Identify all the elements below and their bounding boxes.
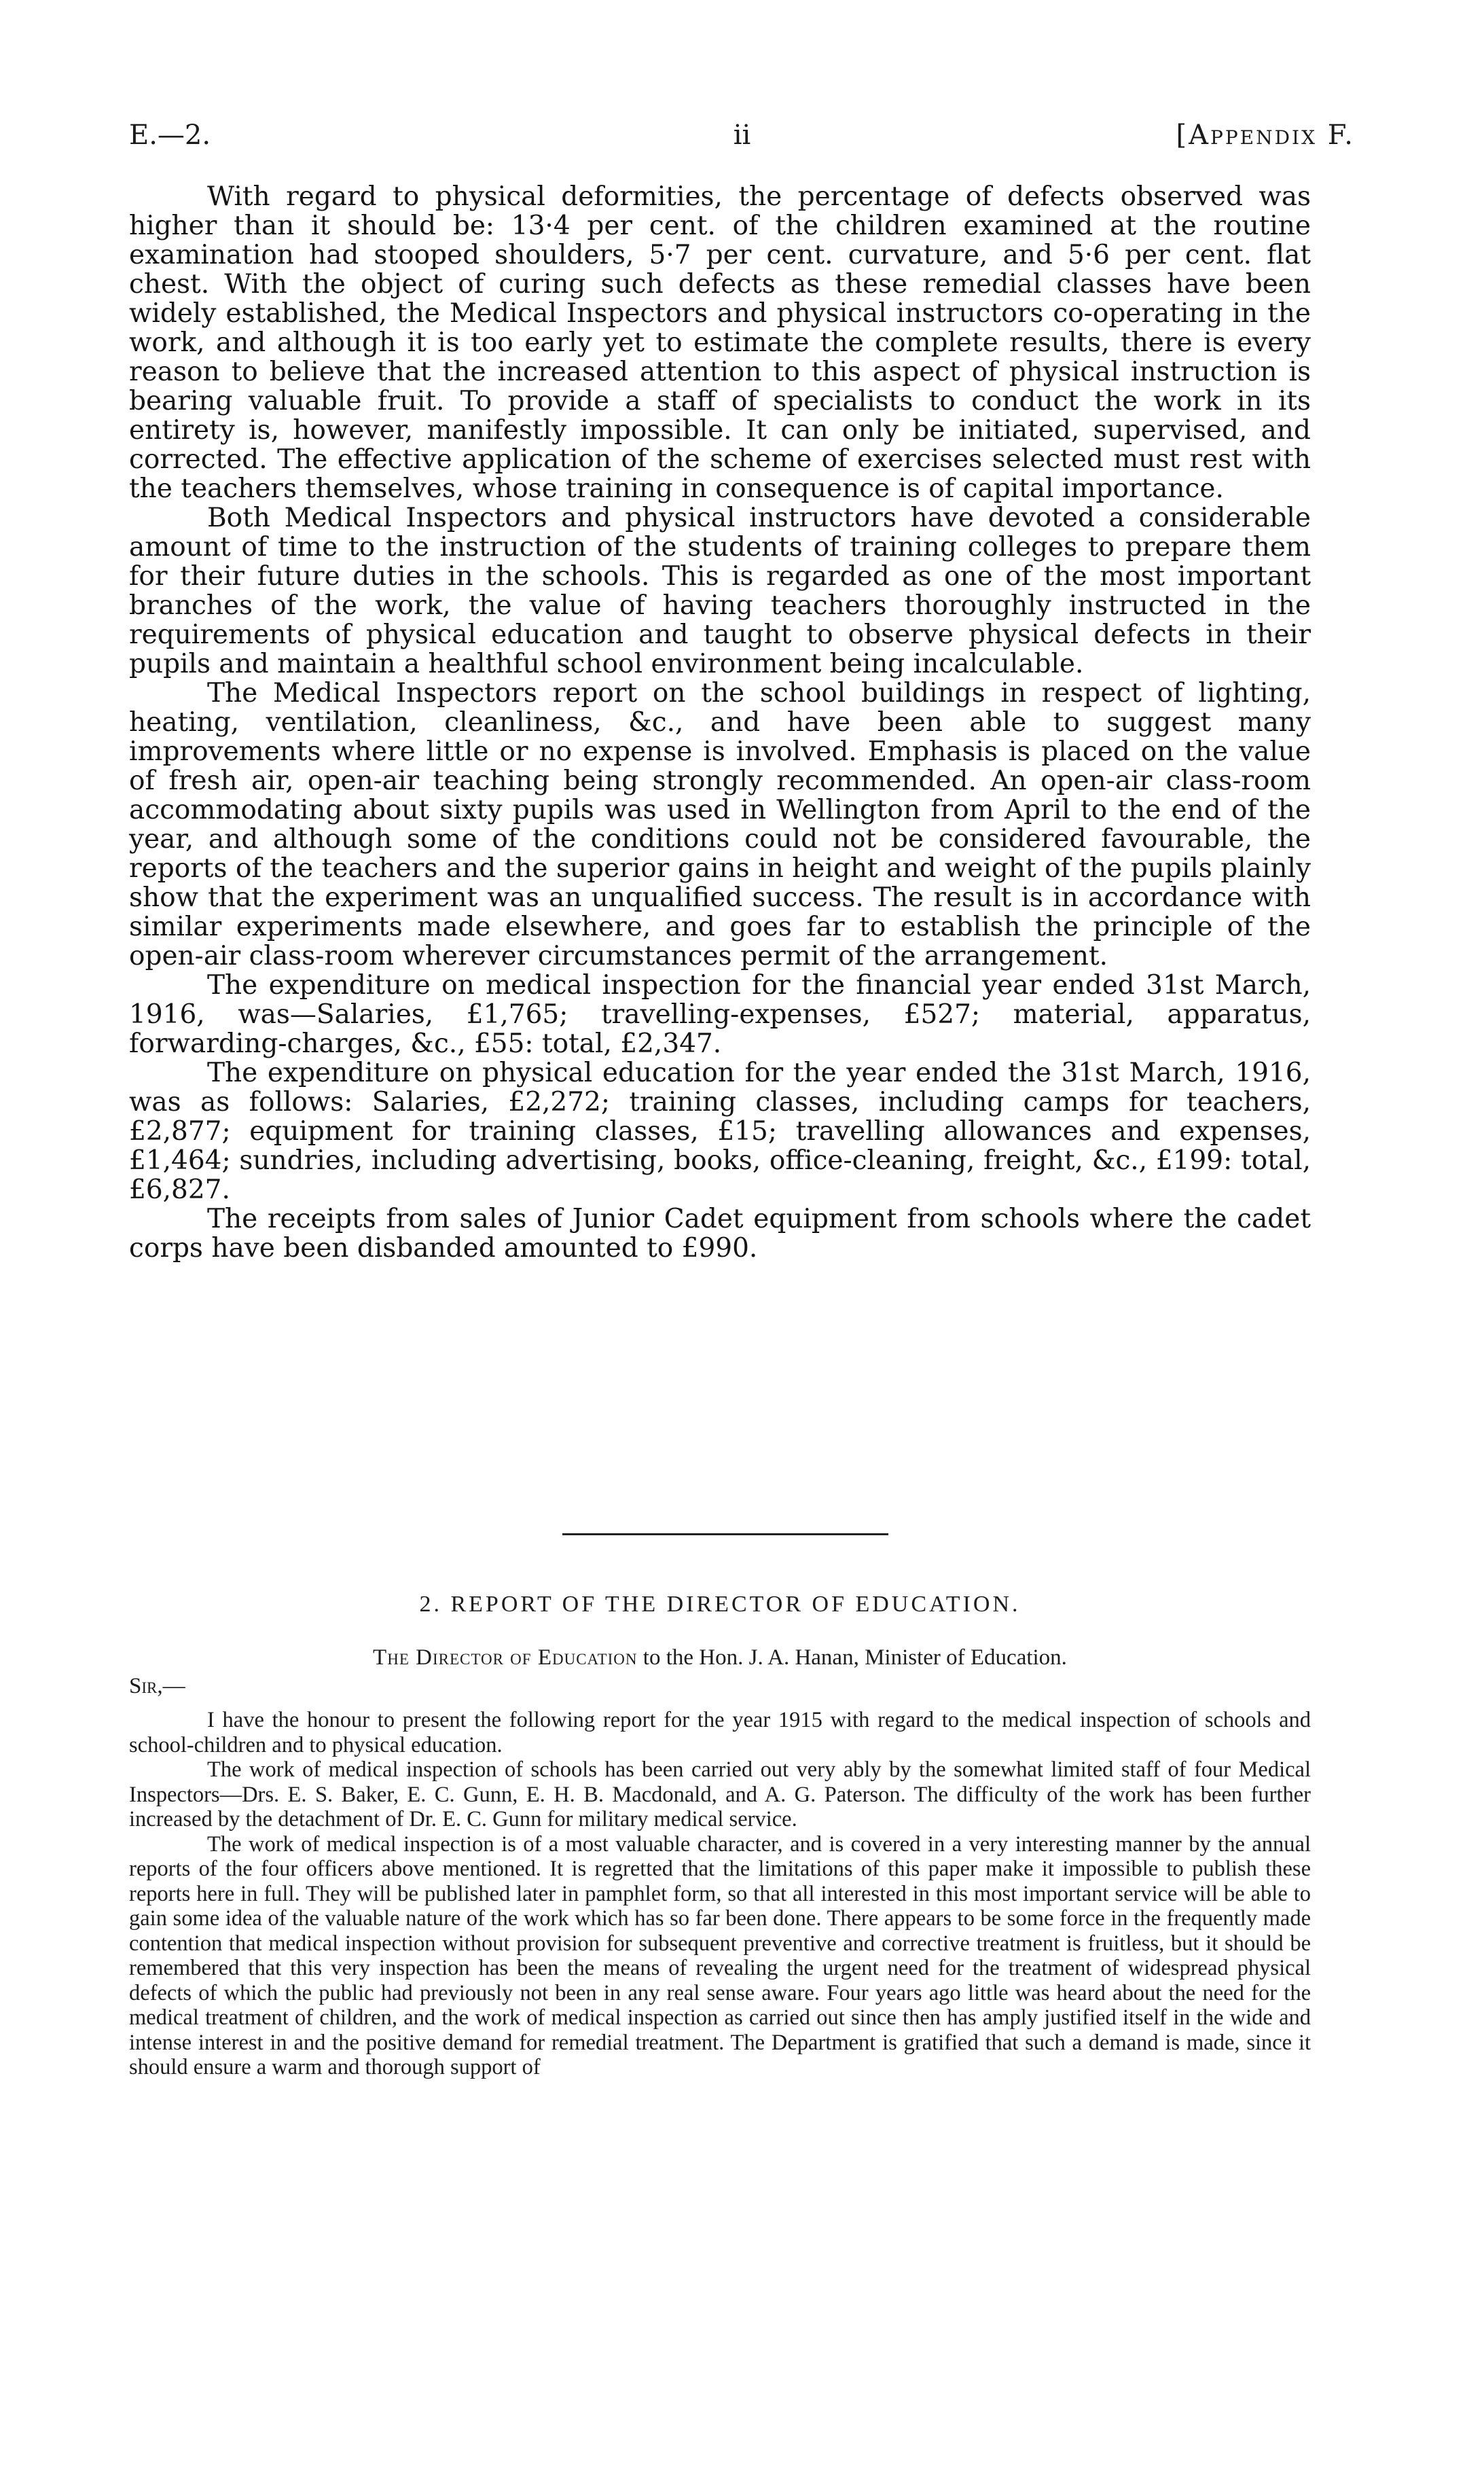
salutation: Sir,—	[129, 1674, 185, 1698]
header-appendix-label: [Appendix F.	[1176, 120, 1355, 151]
body-paragraph: The Medical Inspectors report on the school buildings in respect of lighting, heating, ventilation, cleanliness, &c., and have been able to suggest many improvements where little or no expense is involved. Emphasis is placed on the value of fresh air, open-air teaching being strongly recommended. An open-air class-room accommodating about sixty pupils was used in Wellington from April to the end of the year, and although some of the conditions could not be considered favourable, the reports of the teachers and the superior gains in height and weight of the pupils plainly show that the experiment was an unqualified success. The result is in accordance with similar experiments made elsewhere, and goes far to establish the principle of the open-air class-room wherever circumstances permit of the arrangement.	[129, 678, 1311, 971]
running-header	[129, 120, 1355, 160]
report-paragraph: The work of medical inspection is of a most valuable character, and is covered in a very interesting manner by the annual reports of the four officers above mentioned. It is regretted that the limitations of this paper make it impossible to publish these reports here in full. They will be published later in pamphlet form, so that all interested in this most important service will be able to gain some idea of the valuable nature of the work which has so far been done. There appears to be some force in the frequently made contention that medical inspection without provision for subsequent preventive and corrective treatment is fruitless, but it should be remembered that this very inspection has been the means of revealing the urgent need for the treatment of widespread physical defects of which the public had previously not been in any real sense aware. Four years ago little was heard about the need for the medical treatment of children, and the work of medical inspection as carried out since then has amply justified itself in the wide and intense interest in and the positive demand for remedial treatment. The Department is gratified that such a demand is made, since it should ensure a warm and thorough support of	[129, 1831, 1311, 2079]
report-title: 2. REPORT OF THE DIRECTOR OF EDUCATION.	[419, 1592, 1021, 1617]
director-report-section	[129, 1591, 1311, 2080]
main-text-section	[129, 182, 1311, 1263]
header-document-code: E.—2.	[129, 120, 211, 151]
report-address	[129, 1645, 1311, 1670]
body-paragraph: With regard to physical deformities, the percentage of defects observed was higher than it should be: 13·4 per cent. of the children examined at the routine examination had stooped shoulders, 5·7 per cent. curvature, and 5·6 per cent. flat chest. With the object of curing such defects as these remedial classes have been widely established, the Medical Inspectors and physical instructors co-operating in the work, and although it is too early yet to estimate the complete results, there is every reason to believe that the increased attention to this aspect of physical instruction is bearing valuable fruit. To provide a staff of specialists to conduct the work in its entirety is, however, manifestly impossible. It can only be initiated, supervised, and corrected. The effective application of the scheme of exercises selected must rest with the teachers themselves, whose training in consequence is of capital importance.	[129, 181, 1311, 504]
report-paragraph: I have the honour to present the following report for the year 1915 with regard to the medical inspection of schools and school-children and to physical education.	[129, 1708, 1311, 1757]
body-paragraph: The expenditure on physical education for the year ended the 31st March, 1916, was as follows: Salaries, £2,272; training classes, including camps for teachers, £2,877; equipment for training classes, £15; travelling allowances and expenses, £1,464; sundries, including advertising, books, office-cleaning, freight, &c., £199: total, £6,827.	[129, 1058, 1311, 1205]
body-paragraph: Both Medical Inspectors and physical instructors have devoted a considerable amount of time to the instruction of the students of training colleges to prepare them for their future duties in the schools. This is regarded as one of the most important branches of the work, the value of having teachers thoroughly instructed in the requirements of physical education and taught to observe physical defects in their pupils and maintain a healthful school environment being incalculable.	[129, 503, 1311, 679]
address-recipient: to the Hon. J. A. Hanan, Minister of Education.	[643, 1645, 1067, 1670]
body-paragraph: The expenditure on medical inspection for the financial year ended 31st March, 1916, was—Salaries, £1,765; travelling-expenses, £527; material, apparatus, forwarding-charges, &c., £55: total, £2,347.	[129, 970, 1311, 1059]
header-page-number: ii	[733, 120, 751, 151]
address-sender: The Director of Education	[373, 1645, 638, 1670]
section-divider	[562, 1533, 888, 1535]
body-paragraph: The receipts from sales of Junior Cadet equipment from schools where the cadet corps have been disbanded amounted to £990.	[129, 1204, 1311, 1264]
report-paragraph: The work of medical inspection of schools has been carried out very ably by the somewhat limited staff of four Medical Inspectors—Drs. E. S. Baker, E. C. Gunn, E. H. B. Macdonald, and A. G. Paterson. The difficulty of the work has been further increased by the detachment of Dr. E. C. Gunn for military medical service.	[129, 1757, 1311, 1831]
